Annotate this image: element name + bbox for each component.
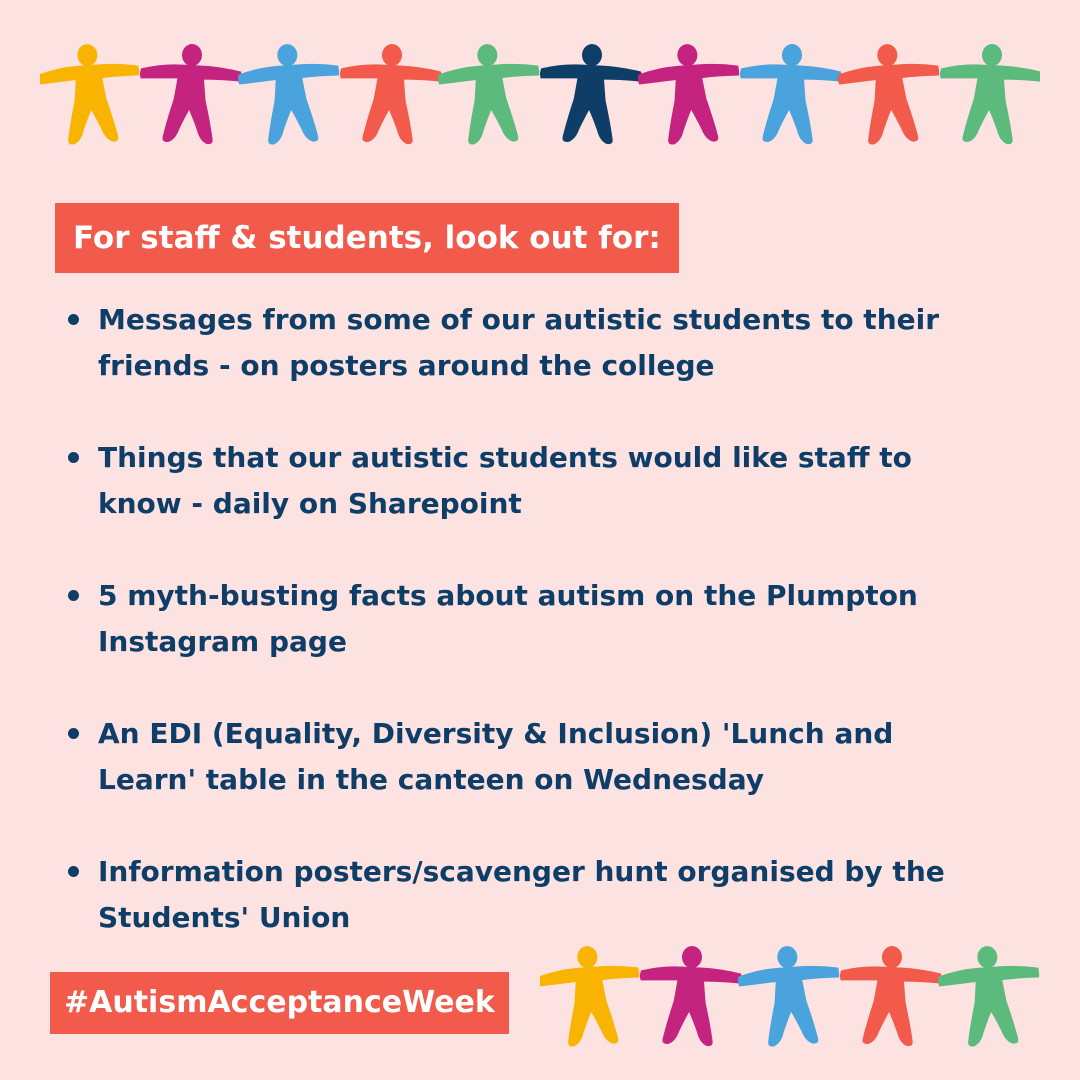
list-item-lunch-and-learn [66, 711, 946, 803]
list-item-text: Things that our autistic students would like staff to know - daily on Sharepoint [98, 441, 912, 520]
hashtag-text: #AutismAcceptanceWeek [64, 985, 495, 1020]
bullet-icon [68, 452, 79, 463]
list-item-text: Messages from some of our autistic students to their friends - on posters around the college [98, 303, 940, 382]
hashtag-banner [50, 972, 509, 1034]
list-item-text: 5 myth-busting facts about autism on the Plumpton Instagram page [98, 579, 918, 658]
top-figure-chain [40, 38, 1040, 148]
bullet-icon [68, 866, 79, 877]
paper-doll-figure-icon [636, 41, 744, 147]
list-item-scavenger-hunt [66, 849, 946, 941]
list-item-text: An EDI (Equality, Diversity & Inclusion) 'Lunch and Learn' table in the canteen on Wednesday [98, 717, 894, 796]
paper-doll-figure-icon [540, 943, 644, 1049]
bottom-figure-chain [540, 940, 1040, 1050]
heading-banner [55, 203, 679, 273]
paper-doll-figure-icon [236, 41, 344, 147]
bullet-icon [68, 314, 79, 325]
paper-doll-figure-icon [736, 943, 844, 1049]
list-item-sharepoint [66, 435, 946, 527]
list-item-text: Information posters/scavenger hunt organised by the Students' Union [98, 855, 945, 934]
paper-doll-figure-icon [636, 943, 743, 1047]
paper-doll-figure-icon [836, 943, 943, 1047]
paper-doll-figure-icon [936, 41, 1040, 145]
paper-doll-figure-icon [536, 41, 643, 145]
paper-doll-figure-icon [836, 41, 944, 147]
list-item-instagram [66, 573, 946, 665]
paper-doll-figure-icon [936, 943, 1040, 1049]
heading-text: For staff & students, look out for: [73, 220, 661, 256]
paper-doll-figure-icon [136, 41, 243, 145]
list-item-posters [66, 297, 946, 389]
paper-doll-figure-icon [336, 41, 443, 145]
bullet-icon [68, 728, 79, 739]
paper-doll-figure-icon [436, 41, 544, 147]
bullet-icon [68, 590, 79, 601]
paper-doll-figure-icon [736, 41, 843, 145]
event-list [66, 297, 946, 987]
paper-doll-figure-icon [40, 41, 144, 147]
